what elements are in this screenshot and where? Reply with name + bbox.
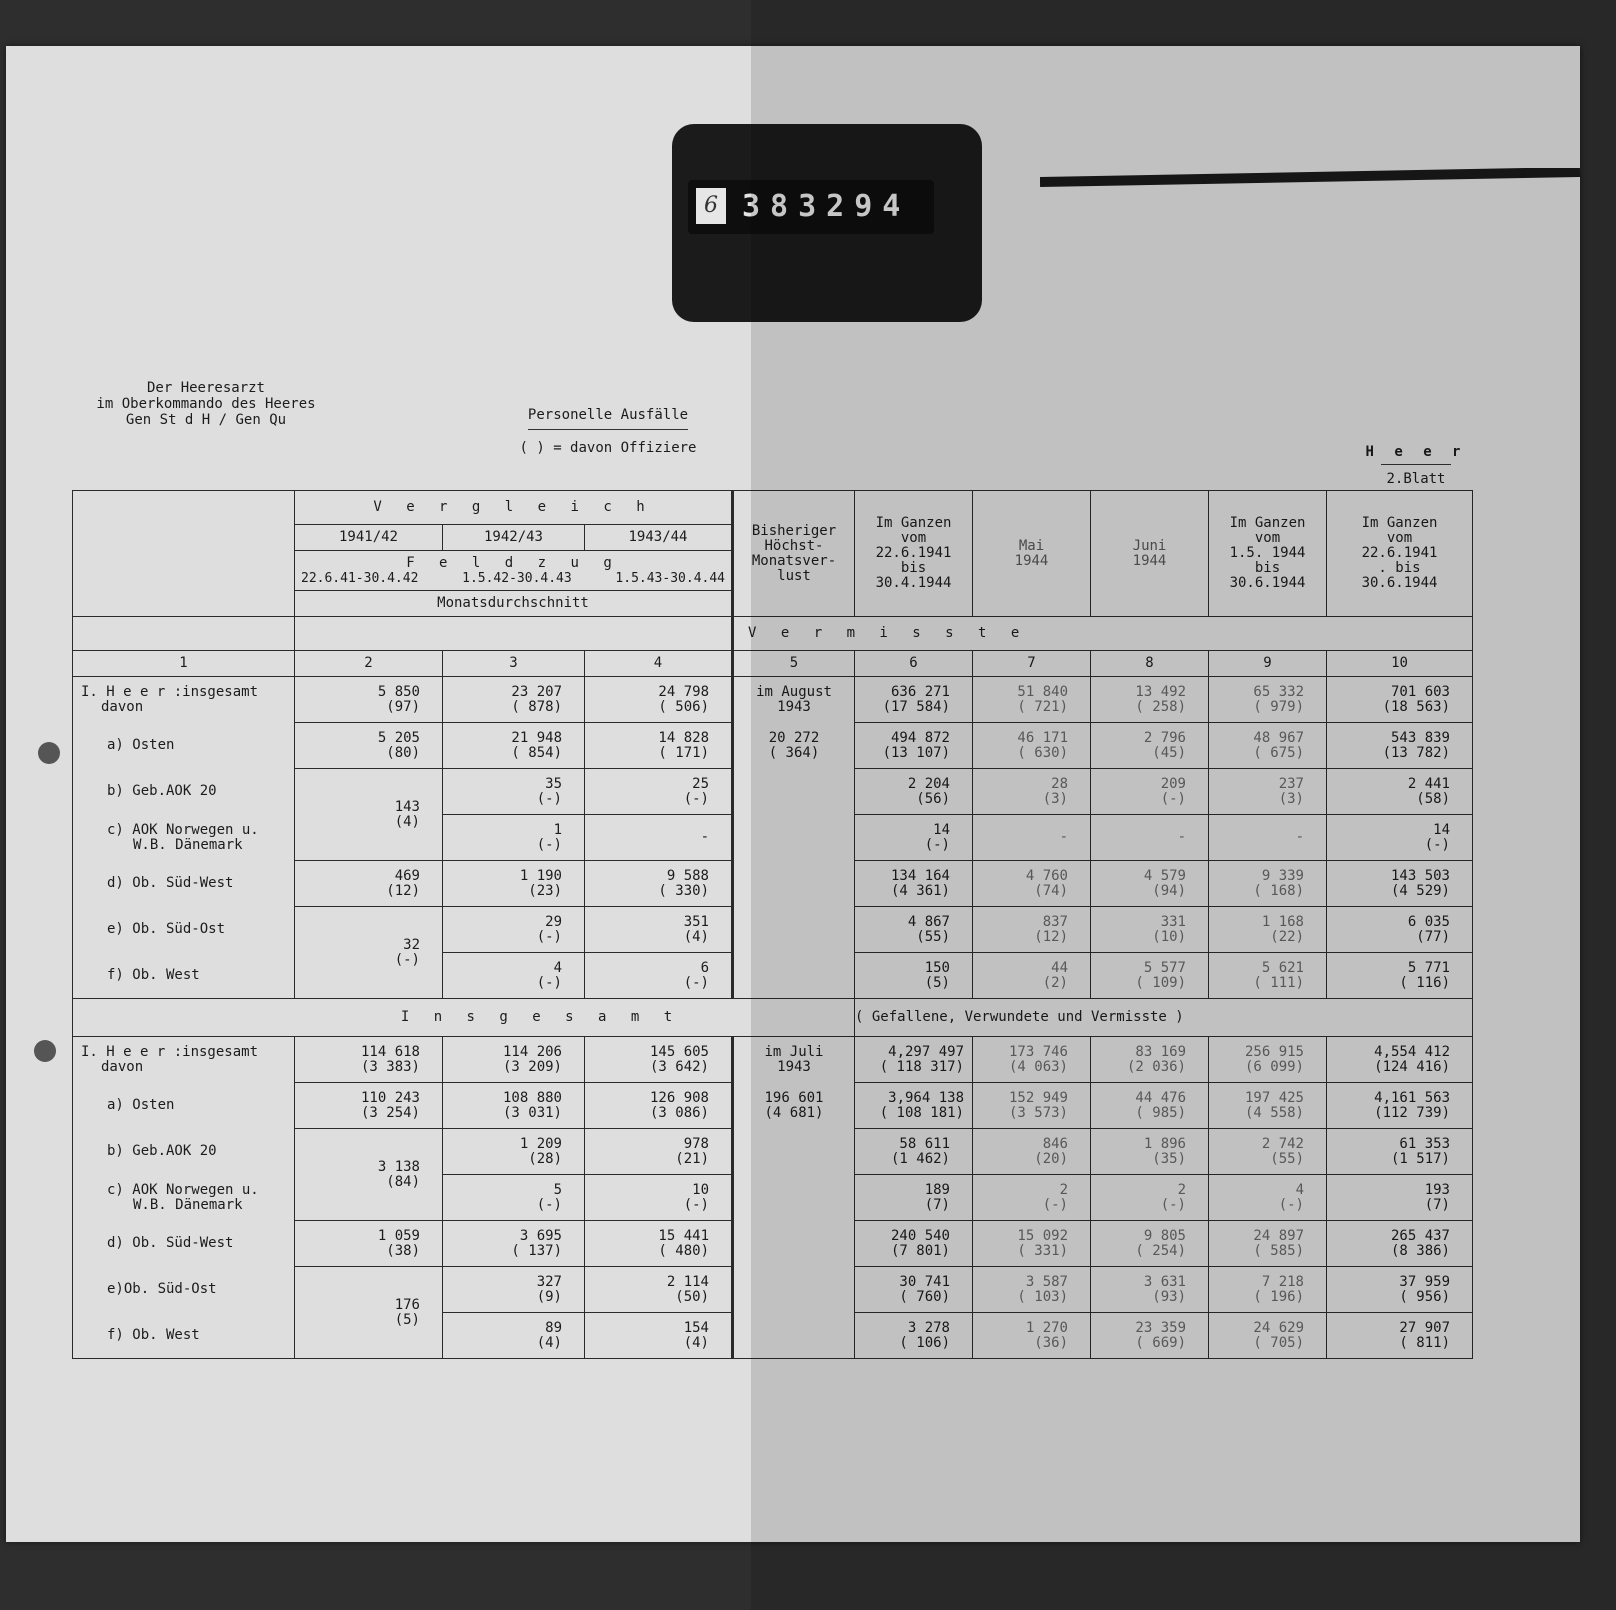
cell: 61 353 (1 517): [1327, 1129, 1473, 1175]
col7-header: Mai 1944: [973, 491, 1091, 617]
colnum-6: 6: [855, 651, 973, 677]
cell: -: [585, 815, 733, 861]
year-1942-43: 1942/43: [443, 525, 585, 551]
cell: 10 (-): [585, 1175, 733, 1221]
issuer-block: [78, 380, 334, 428]
cell: 65 332 ( 979): [1209, 677, 1327, 723]
table-row: [73, 677, 1473, 723]
cell: 240 540 (7 801): [855, 1221, 973, 1267]
cell: 25 (-): [585, 769, 733, 815]
section1-blank: [73, 617, 295, 651]
cell: 7 218 ( 196): [1209, 1267, 1327, 1313]
cell-peak: 20 272 ( 364): [733, 723, 855, 769]
cell: 28 (3): [973, 769, 1091, 815]
row-label: c) AOK Norwegen u. W.B. Dänemark: [73, 815, 295, 861]
cell: 351 (4): [585, 907, 733, 953]
row-label: b) Geb.AOK 20: [73, 769, 295, 815]
cell-merged: 32 (-): [295, 907, 443, 999]
cell: 978 (21): [585, 1129, 733, 1175]
cell: 14 828 ( 171): [585, 723, 733, 769]
col5-header: Bisheriger Höchst- Monatsver- lust: [733, 491, 855, 617]
cell: -: [973, 815, 1091, 861]
cell: 3 278 ( 106): [855, 1313, 973, 1359]
feldzug-label: F e l d z u g: [406, 554, 620, 571]
cell: 1 (-): [443, 815, 585, 861]
cell: 150 (5): [855, 953, 973, 999]
cell: 5 (-): [443, 1175, 585, 1221]
row-label: c) AOK Norwegen u. W.B. Dänemark: [73, 1175, 295, 1221]
cell-blank: [733, 1129, 855, 1359]
cell: 9 339 ( 168): [1209, 861, 1327, 907]
header-blank-cell: [73, 491, 295, 617]
cell: 5 577 ( 109): [1091, 953, 1209, 999]
cell: 4,161 563 (112 739): [1327, 1083, 1473, 1129]
feldzug-row: [295, 551, 733, 591]
row-label: f) Ob. West: [73, 1313, 295, 1359]
cell: 48 967 ( 675): [1209, 723, 1327, 769]
cell-peak: im Juli 1943: [733, 1037, 855, 1083]
cell-blank: [733, 769, 855, 999]
cell: 30 741 ( 760): [855, 1267, 973, 1313]
row-label: a) Osten: [73, 1083, 295, 1129]
cell-merged: 176 (5): [295, 1267, 443, 1359]
cell: 3 587 ( 103): [973, 1267, 1091, 1313]
table-row: [73, 769, 1473, 815]
cell: 4 (-): [443, 953, 585, 999]
cell: 83 169 (2 036): [1091, 1037, 1209, 1083]
cell: 3 631 (93): [1091, 1267, 1209, 1313]
colnum-1: 1: [73, 651, 295, 677]
table-row: [73, 1083, 1473, 1129]
cell: 327 (9): [443, 1267, 585, 1313]
cell: 4,297 497 ( 118 317): [855, 1037, 973, 1083]
cell: 3,964 138 ( 108 181): [855, 1083, 973, 1129]
document-subtitle: ( ) = davon Offiziere: [519, 440, 697, 456]
cell: 256 915 (6 099): [1209, 1037, 1327, 1083]
row-label: I. H e e r :insgesamt davon: [73, 677, 295, 723]
cell: 114 618 (3 383): [295, 1037, 443, 1083]
cell: 143 503 (4 529): [1327, 861, 1473, 907]
cell: 15 441 ( 480): [585, 1221, 733, 1267]
cell: 5 771 ( 116): [1327, 953, 1473, 999]
cell: 3 695 ( 137): [443, 1221, 585, 1267]
cell: 173 746 (4 063): [973, 1037, 1091, 1083]
counter-cable: [1040, 168, 1580, 190]
colnum-7: 7: [973, 651, 1091, 677]
cell: 134 164 (4 361): [855, 861, 973, 907]
cell: 5 205 (80): [295, 723, 443, 769]
period-1941-42: 22.6.41-30.4.42: [301, 570, 419, 586]
cell: 89 (4): [443, 1313, 585, 1359]
monatsdurchschnitt-label: Monatsdurchschnitt: [295, 591, 733, 617]
cell: 846 (20): [973, 1129, 1091, 1175]
cell: 189 (7): [855, 1175, 973, 1221]
cell: 5 621 ( 111): [1209, 953, 1327, 999]
cell-merged: 143 (4): [295, 769, 443, 861]
cell: 15 092 ( 331): [973, 1221, 1091, 1267]
losses-table: [72, 490, 1473, 1359]
cell: 154 (4): [585, 1313, 733, 1359]
counter-window: [688, 180, 934, 234]
cell: 110 243 (3 254): [295, 1083, 443, 1129]
cell: 4,554 412 (124 416): [1327, 1037, 1473, 1083]
cell: 1 059 (38): [295, 1221, 443, 1267]
cell: 701 603 (18 563): [1327, 677, 1473, 723]
cell: 27 907 ( 811): [1327, 1313, 1473, 1359]
cell: 24 629 ( 705): [1209, 1313, 1327, 1359]
row-label: f) Ob. West: [73, 953, 295, 999]
cell: 29 (-): [443, 907, 585, 953]
cell: 494 872 (13 107): [855, 723, 973, 769]
col8-header: Juni 1944: [1091, 491, 1209, 617]
colnum-3: 3: [443, 651, 585, 677]
cell: 2 441 (58): [1327, 769, 1473, 815]
cell: 193 (7): [1327, 1175, 1473, 1221]
row-label: a) Osten: [73, 723, 295, 769]
colnum-8: 8: [1091, 651, 1209, 677]
page-counter-device: [672, 124, 982, 322]
colnum-9: 9: [1209, 651, 1327, 677]
counter-digits: 383294: [742, 189, 911, 224]
cell: 13 492 ( 258): [1091, 677, 1209, 723]
cell-peak: im August 1943: [733, 677, 855, 723]
cell: 237 (3): [1209, 769, 1327, 815]
cell: 145 605 (3 642): [585, 1037, 733, 1083]
period-1943-44: 1.5.43-30.4.44: [615, 570, 725, 586]
cell: 636 271 (17 584): [855, 677, 973, 723]
cell: -: [1209, 815, 1327, 861]
cell: 837 (12): [973, 907, 1091, 953]
cell: 14 (-): [855, 815, 973, 861]
cell: 5 850 (97): [295, 677, 443, 723]
cell: 265 437 (8 386): [1327, 1221, 1473, 1267]
sheet-number: 2.Blatt: [1386, 471, 1446, 487]
cell: 14 (-): [1327, 815, 1473, 861]
section2-title: I n s g e s a m t: [73, 999, 855, 1037]
cell: 44 (2): [973, 953, 1091, 999]
cell: 2 (-): [1091, 1175, 1209, 1221]
issuer-line-1: Der Heeresarzt: [146, 380, 265, 396]
cell: 6 (-): [585, 953, 733, 999]
document-title: Personelle Ausfälle: [528, 407, 688, 430]
cell: 2 (-): [973, 1175, 1091, 1221]
vergleich-header: V e r g l e i c h: [295, 491, 733, 525]
cell: 4 (-): [1209, 1175, 1327, 1221]
cell: 108 880 (3 031): [443, 1083, 585, 1129]
cell: 331 (10): [1091, 907, 1209, 953]
row-label: d) Ob. Süd-West: [73, 861, 295, 907]
counter-label: 6: [696, 188, 726, 224]
section1-title: V e r m i s s t e: [733, 617, 1473, 651]
row-label: I. H e e r :insgesamt davon: [73, 1037, 295, 1083]
colnum-10: 10: [1327, 651, 1473, 677]
cell: 9 588 ( 330): [585, 861, 733, 907]
table-row: [73, 723, 1473, 769]
col6-header: Im Ganzen vom 22.6.1941 bis 30.4.1944: [855, 491, 973, 617]
colnum-5: 5: [733, 651, 855, 677]
year-1943-44: 1943/44: [585, 525, 733, 551]
cell: 209 (-): [1091, 769, 1209, 815]
cell: 37 959 ( 956): [1327, 1267, 1473, 1313]
cell: 1 190 (23): [443, 861, 585, 907]
punch-hole-top: [38, 742, 60, 764]
cell: 24 897 ( 585): [1209, 1221, 1327, 1267]
punch-hole-bottom: [34, 1040, 56, 1062]
section1-blank-2: [295, 617, 733, 651]
cell: 4 867 (55): [855, 907, 973, 953]
army-label-block: [1356, 444, 1476, 487]
cell: 152 949 (3 573): [973, 1083, 1091, 1129]
cell: 46 171 ( 630): [973, 723, 1091, 769]
cell: 197 425 (4 558): [1209, 1083, 1327, 1129]
row-label: d) Ob. Süd-West: [73, 1221, 295, 1267]
table-row: [73, 1129, 1473, 1175]
document-title-block: [500, 407, 716, 456]
cell: 51 840 ( 721): [973, 677, 1091, 723]
cell: 44 476 ( 985): [1091, 1083, 1209, 1129]
row-label: e) Ob. Süd-Ost: [73, 907, 295, 953]
year-1941-42: 1941/42: [295, 525, 443, 551]
cell: 114 206 (3 209): [443, 1037, 585, 1083]
cell: 21 948 ( 854): [443, 723, 585, 769]
colnum-4: 4: [585, 651, 733, 677]
cell: 9 805 ( 254): [1091, 1221, 1209, 1267]
col10-header: Im Ganzen vom 22.6.1941 . bis 30.6.1944: [1327, 491, 1473, 617]
colnum-2: 2: [295, 651, 443, 677]
cell: -: [1091, 815, 1209, 861]
issuer-line-2: im Oberkommando des Heeres: [96, 396, 316, 412]
cell: 23 359 ( 669): [1091, 1313, 1209, 1359]
cell: 23 207 ( 878): [443, 677, 585, 723]
cell: 2 796 (45): [1091, 723, 1209, 769]
cell: 1 270 (36): [973, 1313, 1091, 1359]
cell: 1 168 (22): [1209, 907, 1327, 953]
cell: 24 798 ( 506): [585, 677, 733, 723]
cell: 126 908 (3 086): [585, 1083, 733, 1129]
cell: 1 896 (35): [1091, 1129, 1209, 1175]
army-label: H e e r: [1365, 444, 1467, 460]
section2-subtitle: ( Gefallene, Verwundete und Vermisste ): [855, 999, 1473, 1037]
issuer-line-3: Gen St d H / Gen Qu: [125, 412, 287, 428]
table-row: [73, 1037, 1473, 1083]
cell: 1 209 (28): [443, 1129, 585, 1175]
cell: 2 742 (55): [1209, 1129, 1327, 1175]
cell-merged: 3 138 (84): [295, 1129, 443, 1221]
cell: 2 204 (56): [855, 769, 973, 815]
col9-header: Im Ganzen vom 1.5. 1944 bis 30.6.1944: [1209, 491, 1327, 617]
cell: 543 839 (13 782): [1327, 723, 1473, 769]
cell: 6 035 (77): [1327, 907, 1473, 953]
cell: 58 611 (1 462): [855, 1129, 973, 1175]
cell: 4 579 (94): [1091, 861, 1209, 907]
period-1942-43: 1.5.42-30.4.43: [462, 570, 572, 586]
cell: 35 (-): [443, 769, 585, 815]
row-label: e)Ob. Süd-Ost: [73, 1267, 295, 1313]
cell: 469 (12): [295, 861, 443, 907]
cell-peak: 196 601 (4 681): [733, 1083, 855, 1129]
cell: 2 114 (50): [585, 1267, 733, 1313]
row-label: b) Geb.AOK 20: [73, 1129, 295, 1175]
cell: 4 760 (74): [973, 861, 1091, 907]
